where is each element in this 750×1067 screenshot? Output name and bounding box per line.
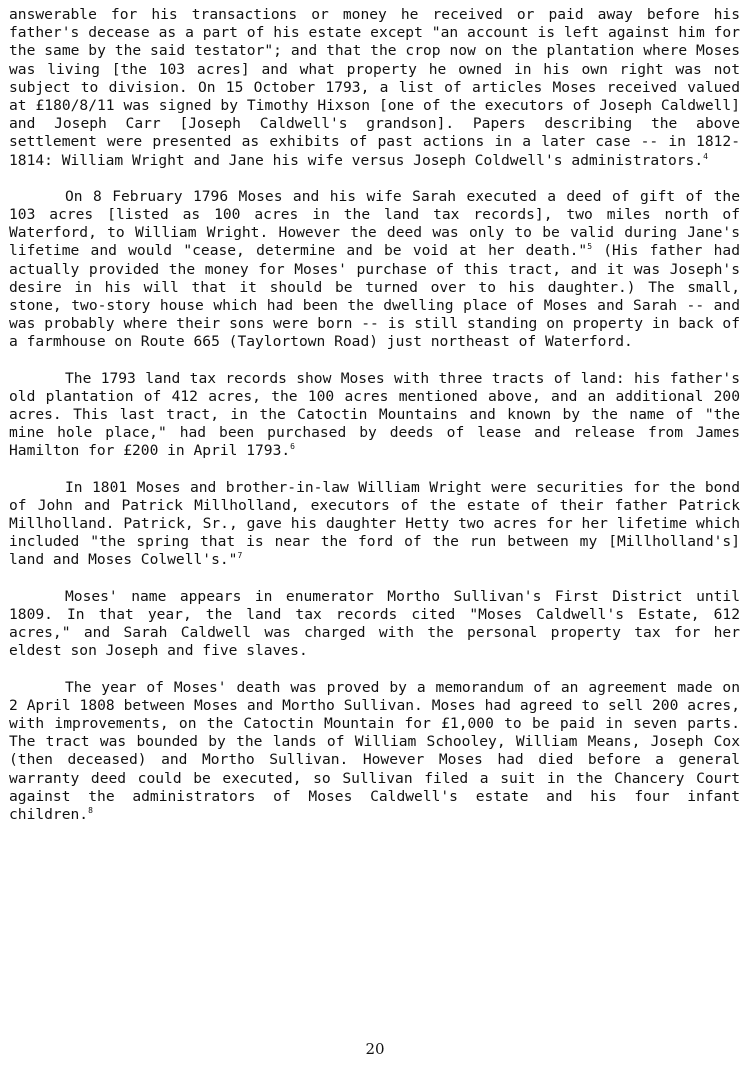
paragraph-gap xyxy=(9,461,740,479)
paragraph-land-tax-1793 xyxy=(9,370,740,461)
paragraph-text: The 1793 land tax records show Moses with three tracts of land: his father's old plantation of 412 acres, the 100 acres mentioned above, and an additional 200 acres. This last tract, in the Catoctin Mountains and known by the name of "the mine hole place," had been purchased by deeds of lease and release from James Hamilton for £200 in April 1793. xyxy=(9,369,740,460)
paragraph-enumerator xyxy=(9,588,740,661)
paragraph-deed-of-gift xyxy=(9,188,740,352)
paragraph-text-continued: (His father had actually provided the money for Moses' purchase of this tract, and it was Joseph's desire in his will that it should be turned over to his daughter.) The small, stone, two-story house which had been the dwelling place of Moses and Sarah -- and was probably where their sons were born -- is still standing on property in back of a farmhouse on Route 665 (Taylortown Road) just northeast of Waterford. xyxy=(9,242,740,351)
paragraph-text: In 1801 Moses and brother-in-law William Wright were securities for the bond of John and Patrick Millholland, executors of the estate of their father Patrick Millholland. Patrick, Sr., gave his daughter Hetty two acres for her lifetime which included "the spring that is near the ford of the run between my [Millholland's] land and Moses Colwell's." xyxy=(9,478,740,569)
footnote-marker: 5 xyxy=(587,242,593,252)
paragraph-gap xyxy=(9,570,740,588)
paragraph-death-agreement xyxy=(9,679,740,825)
footnote-marker: 4 xyxy=(703,151,708,161)
paragraph-text: The year of Moses' death was proved by a memorandum of an agreement made on 2 April 1808 between Moses and Mortho Sullivan. Moses had agreed to sell 200 acres, with improvements, on the Catoctin Mountain for £1,000 to be paid in seven parts. The tract was bounded by the lands of William Schooley, William Means, Joseph Cox (then deceased) and Mortho Sullivan. However Moses had died before a general warranty deed could be executed, so Sullivan filed a suit in the Chancery Court against the administrators of Moses Caldwell's estate and his four infant children. xyxy=(9,678,740,823)
paragraph-millholland-bond xyxy=(9,479,740,570)
paragraph-gap xyxy=(9,170,740,188)
document-page xyxy=(9,6,740,824)
paragraph-settlement xyxy=(9,6,740,170)
paragraph-gap xyxy=(9,352,740,370)
footnote-marker: 7 xyxy=(237,551,243,561)
paragraph-text: On 8 February 1796 Moses and his wife Sarah executed a deed of gift of the 103 acres [listed as 100 acres in the land tax records], two miles north of Waterford, to William Wright. However the deed was only to be valid during Jane's lifetime and would "cease, determine and be void at her death." xyxy=(9,187,740,260)
page-number: 20 xyxy=(365,1040,385,1058)
paragraph-text: Moses' name appears in enumerator Mortho Sullivan's First District until 1809. In that year, the land tax records cited "Moses Caldwell's Estate, 612 acres," and Sarah Caldwell was charged with the personal property tax for her eldest son Joseph and five slaves. xyxy=(9,587,740,660)
paragraph-text: answerable for his transactions or money he received or paid away before his father's decease as a part of his estate except "an account is left against him for the same by the said testator"; and that the crop now on the plantation where Moses was living [the 103 acres] and what property he owned in his own right was not subject to division. On 15 October 1793, a list of articles Moses received valued at £180/8/11 was signed by Timothy Hixson [one of the executors of Joseph Caldwell] and Joseph Carr [Joseph Caldwell's grandson]. Papers describing the above settlement were presented as exhibits of past actions in a later case -- in 1812-1814: William Wright and Jane his wife versus Joseph Coldwell's administrators. xyxy=(9,6,740,169)
footnote-marker: 6 xyxy=(290,442,295,452)
footnote-marker: 8 xyxy=(88,805,93,815)
paragraph-gap xyxy=(9,661,740,679)
